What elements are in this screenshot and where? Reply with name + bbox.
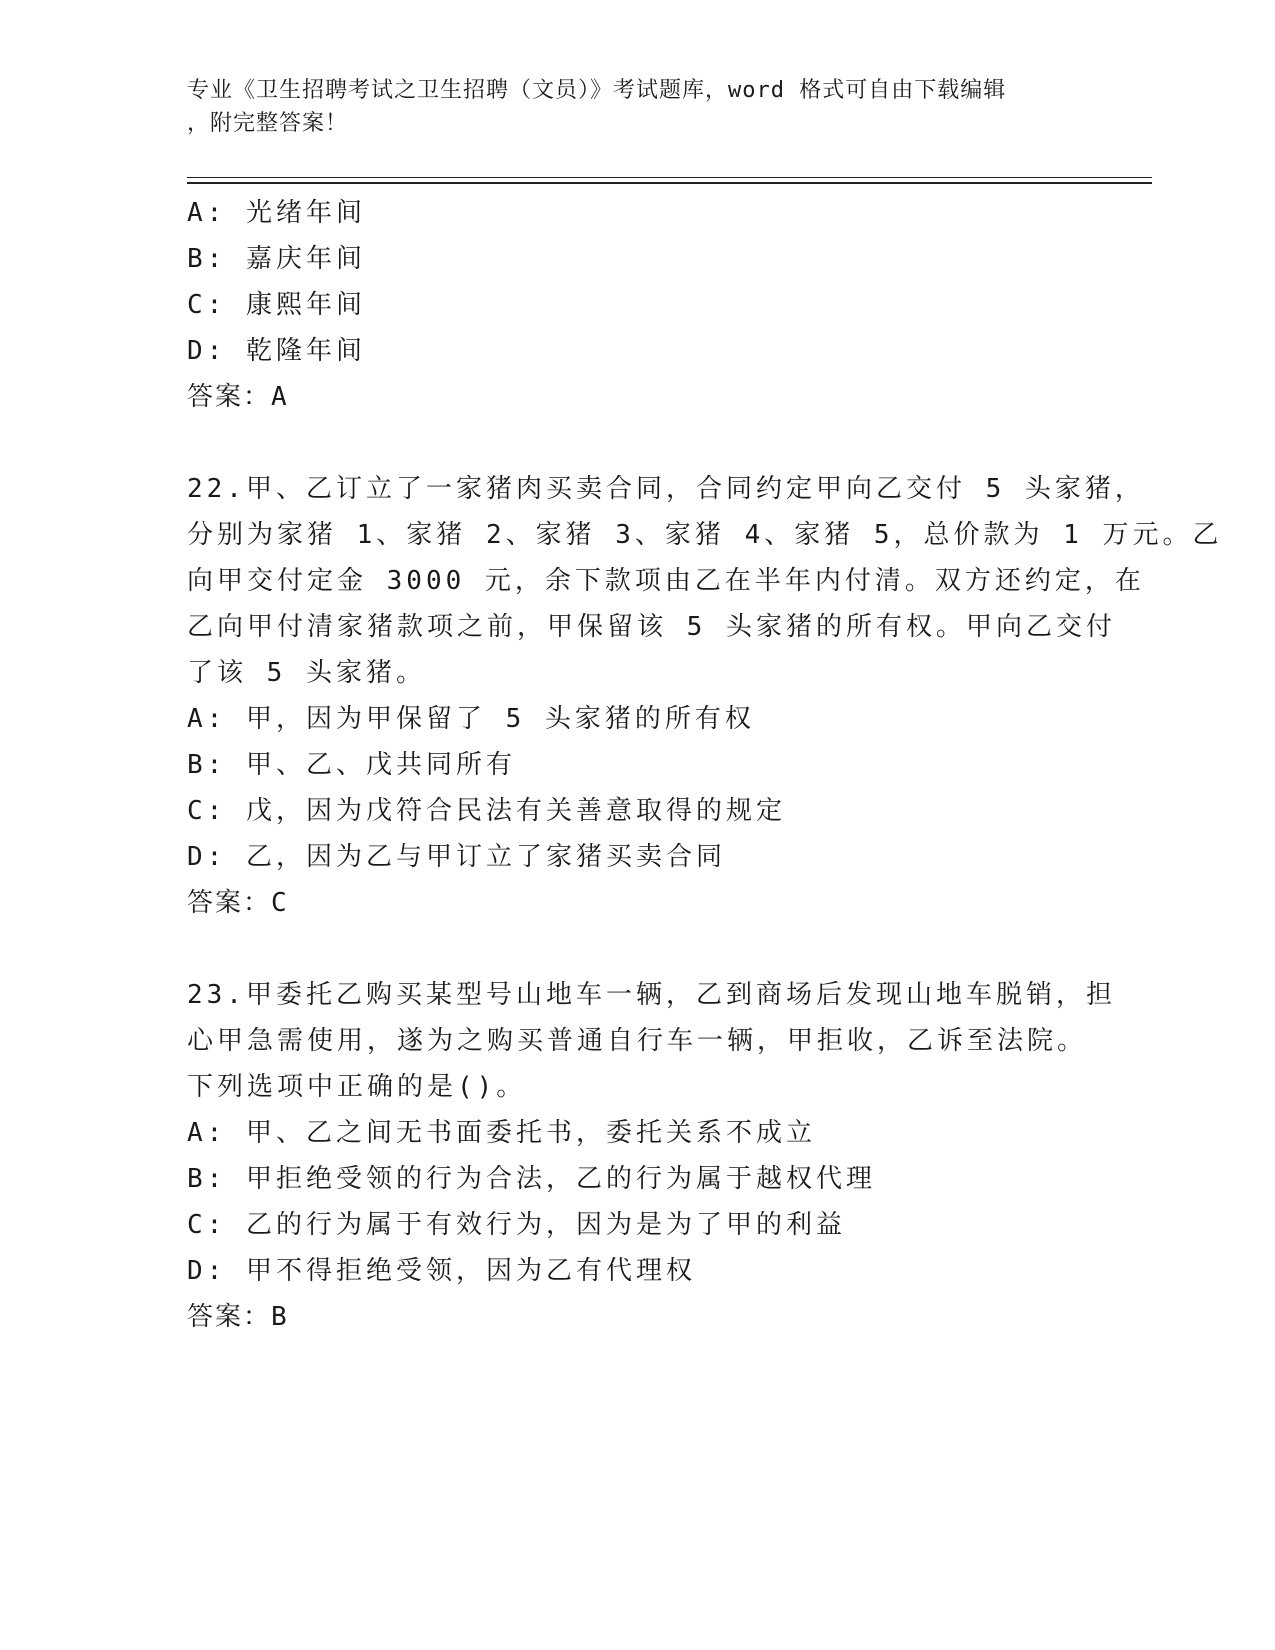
question-22: [187, 466, 1223, 926]
header-divider-thick: [187, 182, 1152, 184]
document-header: [187, 74, 1087, 140]
question-stem-line: 分别为家猪 1、家猪 2、家猪 3、家猪 4、家猪 5，总价款为 1 万元。乙: [187, 520, 1223, 550]
option-c: C: 戊，因为戊符合民法有关善意取得的规定: [187, 796, 786, 826]
option-c: C: 康熙年间: [187, 290, 366, 320]
question-stem-line: 乙向甲付清家猪款项之前，甲保留该 5 头家猪的所有权。甲向乙交付: [187, 612, 1116, 642]
question-stem-line: 了该 5 头家猪。: [187, 658, 426, 688]
answer-line: 答案：A: [187, 382, 289, 412]
question-stem-line: 心甲急需使用，遂为之购买普通自行车一辆，甲拒收，乙诉至法院。: [187, 1026, 1088, 1056]
header-line-1: 专业《卫生招聘考试之卫生招聘（文员）》考试题库，word 格式可自由下载编辑: [187, 78, 1007, 103]
question-21: [187, 190, 1087, 420]
question-stem-line: 向甲交付定金 3000 元，余下款项由乙在半年内付清。双方还约定，在: [187, 566, 1145, 596]
option-a: A: 甲，因为甲保留了 5 头家猪的所有权: [187, 704, 755, 734]
question-stem-line: 下列选项中正确的是()。: [187, 1072, 527, 1102]
spacer: [187, 926, 1087, 972]
answer-line: 答案：B: [187, 1302, 289, 1332]
answer-line: 答案：C: [187, 888, 289, 918]
header-divider-thin: [187, 177, 1152, 178]
option-a: A: 光绪年间: [187, 198, 366, 228]
option-d: D: 甲不得拒绝受领，因为乙有代理权: [187, 1256, 696, 1286]
question-stem-line: 23.甲委托乙购买某型号山地车一辆，乙到商场后发现山地车脱销，担: [187, 980, 1116, 1010]
option-d: D: 乙，因为乙与甲订立了家猪买卖合同: [187, 842, 726, 872]
option-a: A: 甲、乙之间无书面委托书，委托关系不成立: [187, 1118, 816, 1148]
spacer: [187, 420, 1087, 466]
option-d: D: 乾隆年间: [187, 336, 366, 366]
option-b: B: 甲、乙、戊共同所有: [187, 750, 516, 780]
option-b: B: 嘉庆年间: [187, 244, 366, 274]
option-b: B: 甲拒绝受领的行为合法，乙的行为属于越权代理: [187, 1164, 876, 1194]
option-c: C: 乙的行为属于有效行为，因为是为了甲的利益: [187, 1210, 846, 1240]
header-line-2: ，附完整答案！: [187, 111, 349, 136]
question-content: [187, 190, 1223, 1340]
question-stem-line: 22.甲、乙订立了一家猪肉买卖合同，合同约定甲向乙交付 5 头家猪，: [187, 474, 1145, 504]
question-23: [187, 972, 1116, 1340]
